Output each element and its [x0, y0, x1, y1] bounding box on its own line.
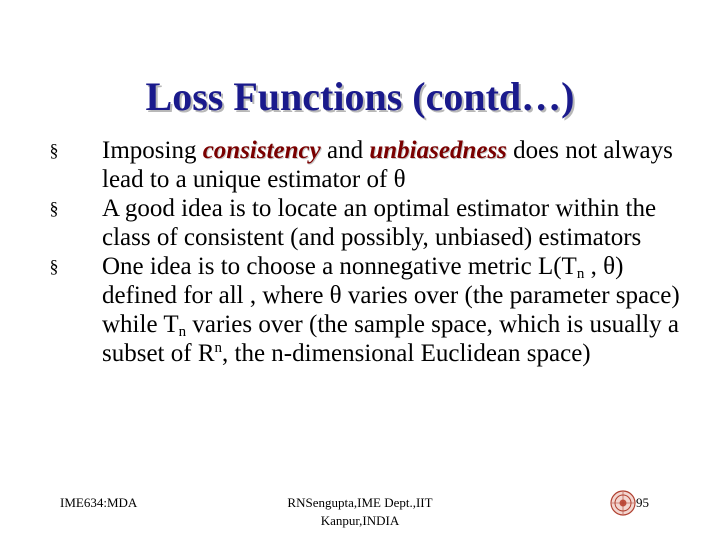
bullet-text: and [320, 137, 370, 164]
bullet-text: Imposing [102, 137, 203, 164]
superscript-n: n [214, 340, 222, 356]
footer-author-line2: Kanpur,INDIA [320, 513, 400, 528]
bullet-item-consistency [34, 136, 694, 194]
institute-seal-icon [610, 490, 636, 516]
footer-author [270, 494, 450, 530]
subscript-n: n [178, 324, 187, 340]
bullet-text: A good idea is to locate an optimal estimator within the class of consistent (and possibly, unbiased) estimators [102, 195, 657, 251]
bullet-text: does not always lead to a unique estimator of θ [102, 137, 673, 193]
bullet-item-optimal-estimator [34, 194, 694, 252]
bullet-list [34, 136, 694, 368]
emphasis-unbiasedness: unbiasedness [369, 137, 507, 164]
page-number: 95 [636, 495, 649, 510]
bullet-marker: § [49, 256, 59, 276]
bullet-item-nonnegative-metric [34, 252, 694, 368]
bullet-marker: § [49, 198, 59, 218]
bullet-text: , θ) defined for all , where θ varies over (the parameter space) while T [102, 253, 680, 338]
slide-title: Loss Functions (contd…) [145, 74, 575, 119]
subscript-n: n [576, 266, 585, 282]
bullet-text: varies over (the sample space, which is usually a subset of R [102, 311, 680, 367]
bullet-marker: § [49, 140, 59, 160]
footer-course-code: IME634:MDA [60, 495, 138, 510]
emphasis-consistency: consistency [202, 137, 321, 164]
bullet-text: One idea is to choose a nonnegative metric L(T [102, 253, 577, 280]
bullet-text: , the n-dimensional Euclidean space) [222, 340, 591, 367]
footer-author-line1: RNSengupta,IME Dept.,IIT [287, 495, 433, 510]
